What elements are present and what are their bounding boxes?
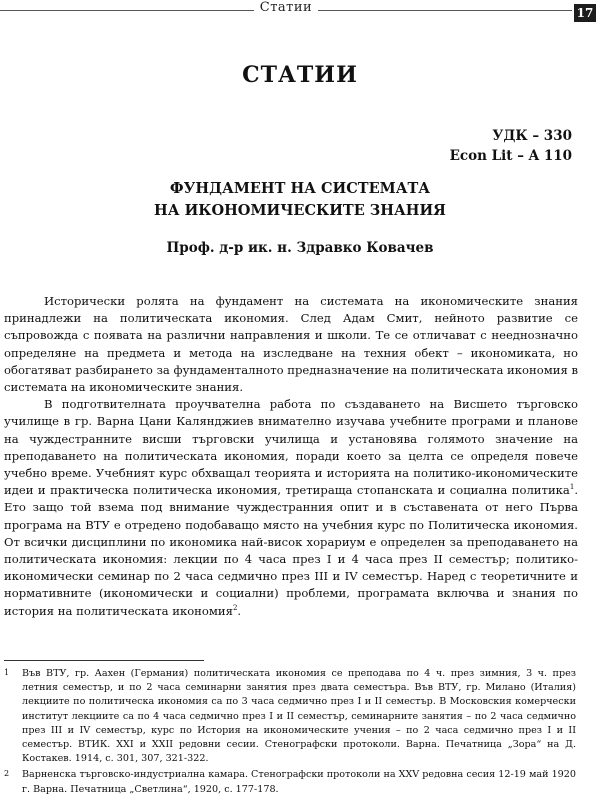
page-number: 17: [574, 4, 596, 22]
article-title: [0, 178, 600, 222]
footnote-ref-2[interactable]: 2: [232, 603, 238, 612]
paragraph-2: В подготвителната проучвателна работа по създаването на Висшето търговско училище в гр. Варна Цани Калянджиев внимателно изучава учебните програми и планове на чуждестранните висши търговски училища и установява голямото значение на преподаването на политическата икономия, поради което за целта се определя повече учебно време. Учебният курс обхващал теорията и историята на политико-икономическите идеи и практическа политическа икономия, третираща стопанската и социална политика$^1$. Ето защо той взема под внимание чуждестранния опит и в съставената от него Първа програма на ВТУ е отредено подобаващо място на учебния курс по Политическа икономия. От всички дисциплини по икономика най-висок хорариум е определен за преподаването на политическата икономия: лекции по 4 часа през I и 4 часа през II семестър; политико-икономически семинар по 2 часа седмично през III и IV семестър. Наред с теоретичните и нормативните (икономически и социални) проблеми, програмата включва и знания по история на политическата икономия$^2$.: [4, 397, 578, 618]
footnote-number: 2: [4, 769, 10, 779]
article-title-line-1: ФУНДАМЕНТ НА СИСТЕМАТА: [169, 180, 431, 197]
econ-lit-code: Econ Lit – A 110: [449, 148, 572, 164]
classification-codes: [450, 126, 572, 166]
running-header: [0, 0, 600, 24]
article-author: Проф. д-р ик. н. Здравко Ковачев: [166, 240, 434, 256]
footnotes: [4, 667, 576, 799]
udk-code: УДК – 330: [492, 128, 572, 144]
article-body: [4, 293, 578, 620]
footnote-1: [4, 667, 576, 766]
running-title: Статии: [0, 0, 572, 16]
footnote-separator: [4, 660, 204, 661]
footnote-text: Във ВТУ, гр. Аахен (Германия) политическата икономия се преподава по 4 ч. през зимния, 3 ч. през летния семестър, и по 2 часа семинарни занятия през двата семестъра. Във ВТУ, гр. Милано (Италия) лекциите по политическа икономия са по 3 часа седмично през I и II семестър. В Московския комерчески институт лекциите са по 4 часа седмично през I и II семестър, семинарните занятия – по 2 часа седмично през III и IV семестър, курс по История на икономическите учения – по 2 часа седмично през I и II семестър. ВТИК. XXI и XXII редовни сесии. Стенографски протоколи. Варна. Печатница „Зора“ на Д. Костакев. 1914, с. 301, 307, 321-322.: [22, 668, 576, 765]
paragraph-1: Исторически ролята на фундамент на системата на икономическите знания принадлежи на политическата икономия. След Адам Смит, нейното развитие се съпровожда с появата на различни направления и школи. Те се отличават с нееднозначно определяне на предмета и метода на изследване на техния обект – икономиката, но обогатяват разбирането за фундаменталното предназначение на политическата икономия в системата на икономическите знания.: [4, 294, 578, 395]
footnote-text: Варненска търговско-индустриална камара. Стенографски протоколи на XXV редовна сесия 12-19 май 1920 г. Варна. Печатница „Светлина“, 1920, с. 177-178.: [22, 769, 576, 795]
footnote-2: [4, 768, 576, 796]
footnote-number: 1: [4, 668, 10, 677]
section-title: СТАТИИ: [242, 62, 358, 88]
article-title-line-2: НА ИКОНОМИЧЕСКИТЕ ЗНАНИЯ: [154, 202, 446, 219]
footnote-ref-1[interactable]: 1: [569, 483, 575, 492]
